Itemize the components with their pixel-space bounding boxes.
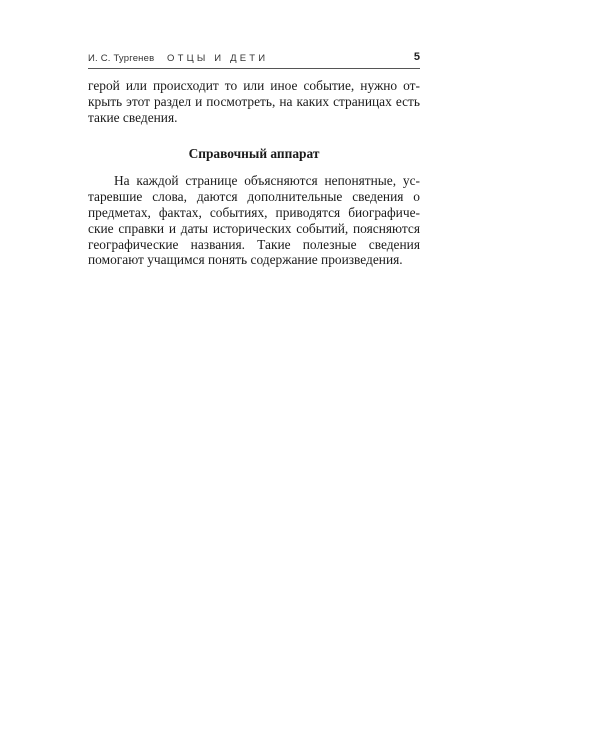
section-heading: Справочный аппарат (188, 146, 320, 162)
running-head-left (88, 53, 268, 64)
running-head (88, 50, 420, 69)
running-head-author: И. С. Тургенев (88, 53, 155, 64)
continued-paragraph: герой или происходит то или иное событие, нужно открыть этот раздел и посмотреть, на каких страницах есть такие сведения. (88, 78, 420, 125)
book-page (88, 50, 420, 268)
page-number: 5 (413, 51, 420, 63)
running-head-title: ОТЦЫ И ДЕТИ (167, 53, 269, 64)
section-paragraph: На каждой странице объясняются непонятные, устаревшие слова, даются дополнительные сведения о предметах, фактах, событиях, приводятся биографические справки и даты исторических событий, поясняются географические названия. Такие полезные сведения помогают учащимся понять содержание произведения. (88, 173, 420, 268)
